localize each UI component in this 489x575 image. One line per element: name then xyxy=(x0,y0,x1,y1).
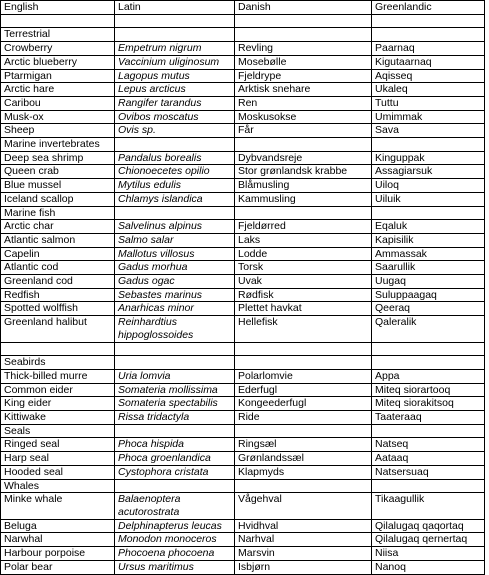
danish-cell: Grønlandssæl xyxy=(235,452,372,466)
greenlandic-cell: Sava xyxy=(372,124,485,138)
latin-cell: Uria lomvia xyxy=(115,369,235,383)
latin-cell: Phoca groenlandica xyxy=(115,452,235,466)
empty-cell xyxy=(235,28,372,42)
table-row xyxy=(1,397,485,411)
latin-cell: Salvelinus alpinus xyxy=(115,220,235,234)
empty-cell xyxy=(115,479,235,493)
greenlandic-cell: Ammassak xyxy=(372,247,485,261)
english-cell: Arctic hare xyxy=(1,83,115,97)
greenlandic-cell: Uiloq xyxy=(372,179,485,193)
greenlandic-cell: Nanoq xyxy=(372,560,485,574)
danish-cell: Blåmusling xyxy=(235,179,372,193)
table-row xyxy=(1,519,485,533)
english-cell: Atlantic salmon xyxy=(1,233,115,247)
english-cell: Caribou xyxy=(1,96,115,110)
danish-cell: Får xyxy=(235,124,372,138)
english-cell: Capelin xyxy=(1,247,115,261)
danish-cell: Polarlomvie xyxy=(235,369,372,383)
greenlandic-cell: Natseq xyxy=(372,438,485,452)
section-label: Whales xyxy=(1,479,115,493)
greenlandic-cell: Aqisseq xyxy=(372,69,485,83)
greenlandic-cell: Taateraaq xyxy=(372,411,485,425)
greenlandic-cell: Uiluik xyxy=(372,192,485,206)
table-row xyxy=(1,316,485,342)
latin-cell: Phoca hispida xyxy=(115,438,235,452)
danish-cell: Ederfugl xyxy=(235,383,372,397)
section-row xyxy=(1,424,485,438)
empty-cell xyxy=(115,342,235,356)
greenlandic-cell: Kigutaarnaq xyxy=(372,55,485,69)
table-row xyxy=(1,165,485,179)
empty-cell xyxy=(372,14,485,28)
latin-cell: Lepus arcticus xyxy=(115,83,235,97)
latin-cell: Chionoecetes opilio xyxy=(115,165,235,179)
danish-cell: Rødfisk xyxy=(235,288,372,302)
greenlandic-cell: Niisa xyxy=(372,547,485,561)
danish-cell: Arktisk snehare xyxy=(235,83,372,97)
empty-cell xyxy=(235,14,372,28)
greenlandic-cell: Paarnaq xyxy=(372,42,485,56)
greenlandic-cell: Appa xyxy=(372,369,485,383)
greenlandic-cell: Qaleralik xyxy=(372,316,485,342)
table-row xyxy=(1,438,485,452)
english-cell: Arctic char xyxy=(1,220,115,234)
latin-cell: Vaccinium uliginosum xyxy=(115,55,235,69)
english-cell: Ptarmigan xyxy=(1,69,115,83)
table-row xyxy=(1,247,485,261)
english-cell: Musk-ox xyxy=(1,110,115,124)
danish-cell: Marsvin xyxy=(235,547,372,561)
latin-cell: Monodon monoceros xyxy=(115,533,235,547)
table-row xyxy=(1,233,485,247)
danish-cell: Stor grønlandsk krabbe xyxy=(235,165,372,179)
english-cell: Deep sea shrimp xyxy=(1,151,115,165)
danish-cell: Lodde xyxy=(235,247,372,261)
table-row xyxy=(1,533,485,547)
table-row xyxy=(1,493,485,519)
english-cell: Arctic blueberry xyxy=(1,55,115,69)
latin-cell: Gadus morhua xyxy=(115,261,235,275)
empty-cell xyxy=(115,138,235,152)
header-row xyxy=(1,1,485,15)
empty-cell xyxy=(372,342,485,356)
section-label: Marine fish xyxy=(1,206,115,220)
greenlandic-cell: Kinguppak xyxy=(372,151,485,165)
greenlandic-cell: Umimmak xyxy=(372,110,485,124)
empty-cell xyxy=(372,356,485,370)
english-cell: Iceland scallop xyxy=(1,192,115,206)
greenlandic-cell: Suluppaagaq xyxy=(372,288,485,302)
greenlandic-cell: Eqaluk xyxy=(372,220,485,234)
empty-cell xyxy=(235,479,372,493)
greenlandic-cell: Ukaleq xyxy=(372,83,485,97)
section-row xyxy=(1,206,485,220)
danish-cell: Dybvandsreje xyxy=(235,151,372,165)
danish-cell: Isbjørn xyxy=(235,560,372,574)
danish-cell: Klapmyds xyxy=(235,465,372,479)
latin-cell: Ursus maritimus xyxy=(115,560,235,574)
table-row xyxy=(1,452,485,466)
danish-cell: Ren xyxy=(235,96,372,110)
greenlandic-cell: Saarullik xyxy=(372,261,485,275)
empty-cell xyxy=(235,138,372,152)
latin-cell: Empetrum nigrum xyxy=(115,42,235,56)
empty-cell xyxy=(115,356,235,370)
greenlandic-cell: Natsersuaq xyxy=(372,465,485,479)
table-row xyxy=(1,110,485,124)
latin-cell: Rangifer tarandus xyxy=(115,96,235,110)
table-row xyxy=(1,220,485,234)
empty-cell xyxy=(115,424,235,438)
empty-cell xyxy=(115,206,235,220)
danish-cell: Moskusokse xyxy=(235,110,372,124)
empty-cell xyxy=(372,479,485,493)
blank-row xyxy=(1,14,485,28)
greenlandic-cell: Qeeraq xyxy=(372,302,485,316)
empty-cell xyxy=(115,14,235,28)
latin-cell: Phocoena phocoena xyxy=(115,547,235,561)
table-row xyxy=(1,179,485,193)
empty-cell xyxy=(235,424,372,438)
table-row xyxy=(1,83,485,97)
table-row xyxy=(1,42,485,56)
latin-cell: Salmo salar xyxy=(115,233,235,247)
section-row xyxy=(1,138,485,152)
latin-cell: Mytilus edulis xyxy=(115,179,235,193)
greenlandic-cell: Tikaagullik xyxy=(372,493,485,519)
table-row xyxy=(1,69,485,83)
danish-cell: Fjeldrype xyxy=(235,69,372,83)
english-cell: Beluga xyxy=(1,519,115,533)
section-label: Marine invertebrates xyxy=(1,138,115,152)
english-cell: Hooded seal xyxy=(1,465,115,479)
header-latin: Latin xyxy=(115,1,235,15)
english-cell: King eider xyxy=(1,397,115,411)
latin-cell: Sebastes marinus xyxy=(115,288,235,302)
latin-cell: Somateria spectabilis xyxy=(115,397,235,411)
danish-cell: Revling xyxy=(235,42,372,56)
greenlandic-cell: Kapisilik xyxy=(372,233,485,247)
table-row xyxy=(1,411,485,425)
danish-cell: Ringsæl xyxy=(235,438,372,452)
danish-cell: Mosebølle xyxy=(235,55,372,69)
latin-cell: Ovibos moscatus xyxy=(115,110,235,124)
section-row xyxy=(1,479,485,493)
table-row xyxy=(1,288,485,302)
danish-cell: Hvidhval xyxy=(235,519,372,533)
empty-cell xyxy=(1,14,115,28)
latin-cell: Balaenoptera acutorostrata xyxy=(115,493,235,519)
danish-cell: Fjeldørred xyxy=(235,220,372,234)
greenlandic-cell: Qilalugaq qernertaq xyxy=(372,533,485,547)
danish-cell: Kongeederfugl xyxy=(235,397,372,411)
english-cell: Ringed seal xyxy=(1,438,115,452)
english-cell: Spotted wolffish xyxy=(1,302,115,316)
section-row xyxy=(1,356,485,370)
danish-cell: Torsk xyxy=(235,261,372,275)
header-greenlandic: Greenlandic xyxy=(372,1,485,15)
empty-cell xyxy=(372,28,485,42)
table-row xyxy=(1,124,485,138)
section-label: Seabirds xyxy=(1,356,115,370)
latin-cell: Anarhicas minor xyxy=(115,302,235,316)
greenlandic-cell: Uugaq xyxy=(372,275,485,289)
table-row xyxy=(1,192,485,206)
latin-cell: Mallotus villosus xyxy=(115,247,235,261)
latin-cell: Pandalus borealis xyxy=(115,151,235,165)
danish-cell: Hellefisk xyxy=(235,316,372,342)
english-cell: Thick-billed murre xyxy=(1,369,115,383)
english-cell: Greenland cod xyxy=(1,275,115,289)
english-cell: Crowberry xyxy=(1,42,115,56)
section-label: Seals xyxy=(1,424,115,438)
table-row xyxy=(1,547,485,561)
table-row xyxy=(1,369,485,383)
empty-cell xyxy=(372,206,485,220)
latin-cell: Ovis sp. xyxy=(115,124,235,138)
danish-cell: Uvak xyxy=(235,275,372,289)
english-cell: Atlantic cod xyxy=(1,261,115,275)
english-cell: Minke whale xyxy=(1,493,115,519)
english-cell: Greenland halibut xyxy=(1,316,115,342)
greenlandic-cell: Assagiarsuk xyxy=(372,165,485,179)
greenlandic-cell: Miteq siorartooq xyxy=(372,383,485,397)
danish-cell: Laks xyxy=(235,233,372,247)
empty-cell xyxy=(372,138,485,152)
table-row xyxy=(1,465,485,479)
table-row xyxy=(1,96,485,110)
english-cell: Blue mussel xyxy=(1,179,115,193)
section-row xyxy=(1,28,485,42)
english-cell: Harp seal xyxy=(1,452,115,466)
english-cell: Common eider xyxy=(1,383,115,397)
blank-row xyxy=(1,342,485,356)
empty-cell xyxy=(115,28,235,42)
latin-cell: Lagopus mutus xyxy=(115,69,235,83)
header-danish: Danish xyxy=(235,1,372,15)
english-cell: Narwhal xyxy=(1,533,115,547)
danish-cell: Plettet havkat xyxy=(235,302,372,316)
danish-cell: Kammusling xyxy=(235,192,372,206)
table-row xyxy=(1,275,485,289)
table-row xyxy=(1,560,485,574)
greenlandic-cell: Miteq siorakitsoq xyxy=(372,397,485,411)
table-row xyxy=(1,151,485,165)
greenlandic-cell: Tuttu xyxy=(372,96,485,110)
latin-cell: Reinhardtius hippoglossoides xyxy=(115,316,235,342)
empty-cell xyxy=(235,356,372,370)
greenlandic-cell: Aataaq xyxy=(372,452,485,466)
english-cell: Polar bear xyxy=(1,560,115,574)
empty-cell xyxy=(235,342,372,356)
latin-cell: Cystophora cristata xyxy=(115,465,235,479)
latin-cell: Gadus ogac xyxy=(115,275,235,289)
section-label: Terrestrial xyxy=(1,28,115,42)
table-row xyxy=(1,383,485,397)
table-body xyxy=(1,14,485,574)
latin-cell: Chlamys islandica xyxy=(115,192,235,206)
latin-cell: Somateria mollissima xyxy=(115,383,235,397)
table-row xyxy=(1,261,485,275)
empty-cell xyxy=(372,424,485,438)
english-cell: Kittiwake xyxy=(1,411,115,425)
table-row xyxy=(1,302,485,316)
danish-cell: Narhval xyxy=(235,533,372,547)
english-cell: Queen crab xyxy=(1,165,115,179)
latin-cell: Rissa tridactyla xyxy=(115,411,235,425)
english-cell: Redfish xyxy=(1,288,115,302)
danish-cell: Vågehval xyxy=(235,493,372,519)
english-cell: Harbour porpoise xyxy=(1,547,115,561)
latin-cell: Delphinapterus leucas xyxy=(115,519,235,533)
header-english: English xyxy=(1,1,115,15)
greenlandic-cell: Qilalugaq qaqortaq xyxy=(372,519,485,533)
danish-cell: Ride xyxy=(235,411,372,425)
empty-cell xyxy=(1,342,115,356)
english-cell: Sheep xyxy=(1,124,115,138)
empty-cell xyxy=(235,206,372,220)
table-row xyxy=(1,55,485,69)
